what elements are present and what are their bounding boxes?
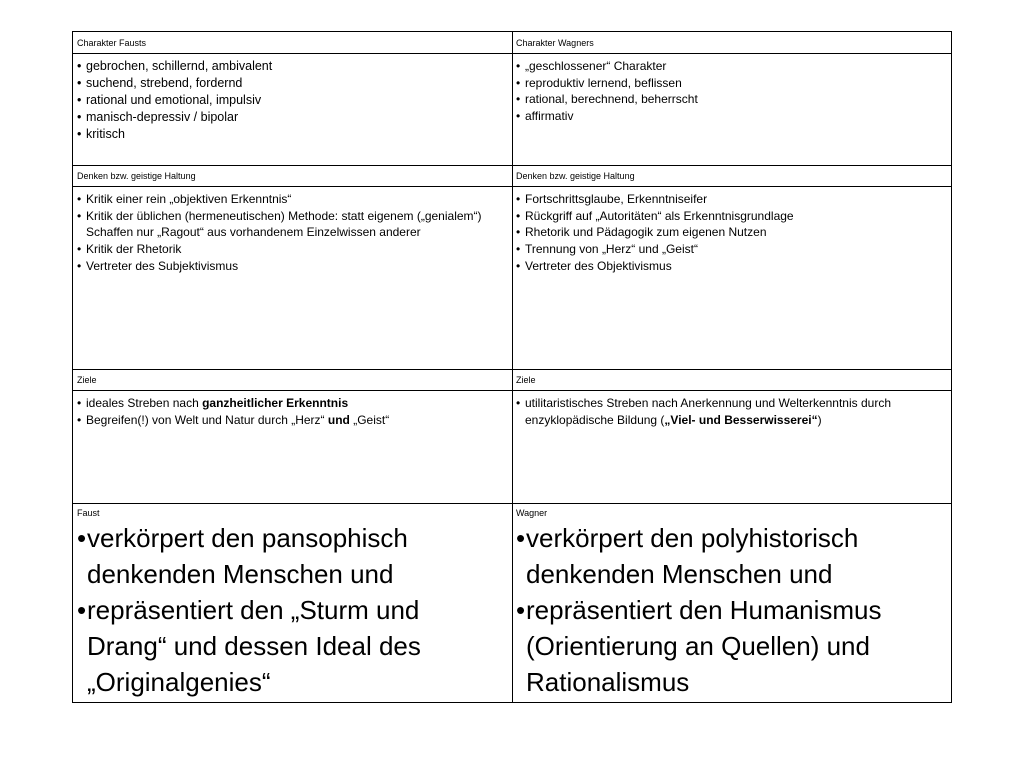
list-item: • rational, berechnend, beherrscht [516,91,948,108]
faust-summary-header: Faust [77,508,100,518]
list-item [77,412,507,429]
list-item: • Kritik einer rein „objektiven Erkenntnis“ [77,191,507,208]
wagner-goals-header: Ziele [516,375,536,385]
item-emphasis: und [327,412,350,427]
list-item: • Kritik der üblichen (hermeneutischen) Methode: statt eigenem („genialem“) Schaffen nur „Ragout“ aus vorhandenem Einzelwissen anderer [77,208,507,241]
row-divider [73,53,951,54]
list-item: • verkörpert den pansophisch denkenden Menschen und [77,520,497,592]
wagner-character-list [516,58,948,125]
row-divider [73,503,951,504]
faust-goals-list [77,395,507,428]
faust-thinking-list [77,191,507,275]
item-text: ) [817,412,822,427]
row-divider [73,390,951,391]
comparison-table [72,31,952,703]
faust-character-list [77,58,507,143]
list-item: • kritisch [77,126,507,143]
list-item [516,395,948,428]
list-item: • suchend, strebend, fordernd [77,75,507,92]
row-divider [73,165,951,166]
list-item: • Vertreter des Objektivismus [516,258,948,275]
item-text: Begreifen(!) von Welt und Natur durch „Herz“ [86,412,328,427]
list-item: • repräsentiert den „Sturm und Drang“ und dessen Ideal des „Originalgenies“ [77,592,497,700]
item-text: ideales Streben nach [86,396,203,410]
wagner-summary-header: Wagner [516,508,548,518]
item-text: utilitaristisches Streben nach Anerkennung und Welterkenntnis durch enzyklopädische Bildung ( [525,396,891,427]
list-item: • Kritik der Rhetorik [77,241,507,258]
list-item: • Fortschrittsglaube, Erkenntniseifer [516,191,948,208]
wagner-thinking-list [516,191,948,275]
wagner-character-header: Charakter Wagners [516,38,594,48]
list-item: • rational und emotional, impulsiv [77,92,507,109]
list-item: • manisch-depressiv / bipolar [77,109,507,126]
list-item: • gebrochen, schillernd, ambivalent [77,58,507,75]
column-divider [512,32,513,702]
row-divider [73,369,951,370]
list-item: • Trennung von „Herz“ und „Geist“ [516,241,948,258]
wagner-thinking-header: Denken bzw. geistige Haltung [516,171,635,181]
wagner-goals-list [516,395,948,428]
faust-character-header: Charakter Fausts [77,38,147,48]
wagner-summary-list [516,520,944,700]
item-emphasis: ganzheitlicher Erkenntnis [202,396,349,410]
row-divider [73,186,951,187]
list-item: • reproduktiv lernend, beflissen [516,75,948,92]
list-item [77,395,507,412]
list-item: • repräsentiert den Humanismus (Orientierung an Quellen) und Rationalismus [516,592,944,700]
item-emphasis: „Viel- und Besserwisserei“ [664,412,818,427]
list-item: • affirmativ [516,108,948,125]
faust-goals-header: Ziele [77,375,97,385]
item-text: „Geist“ [349,412,390,427]
list-item: • Rhetorik und Pädagogik zum eigenen Nutzen [516,224,948,241]
list-item: • verkörpert den polyhistorisch denkenden Menschen und [516,520,944,592]
faust-summary-list [77,520,497,700]
list-item: • Vertreter des Subjektivismus [77,258,507,275]
faust-thinking-header: Denken bzw. geistige Haltung [77,171,196,181]
list-item: • Rückgriff auf „Autoritäten“ als Erkenntnisgrundlage [516,208,948,225]
list-item: • „geschlossener“ Charakter [516,58,948,75]
